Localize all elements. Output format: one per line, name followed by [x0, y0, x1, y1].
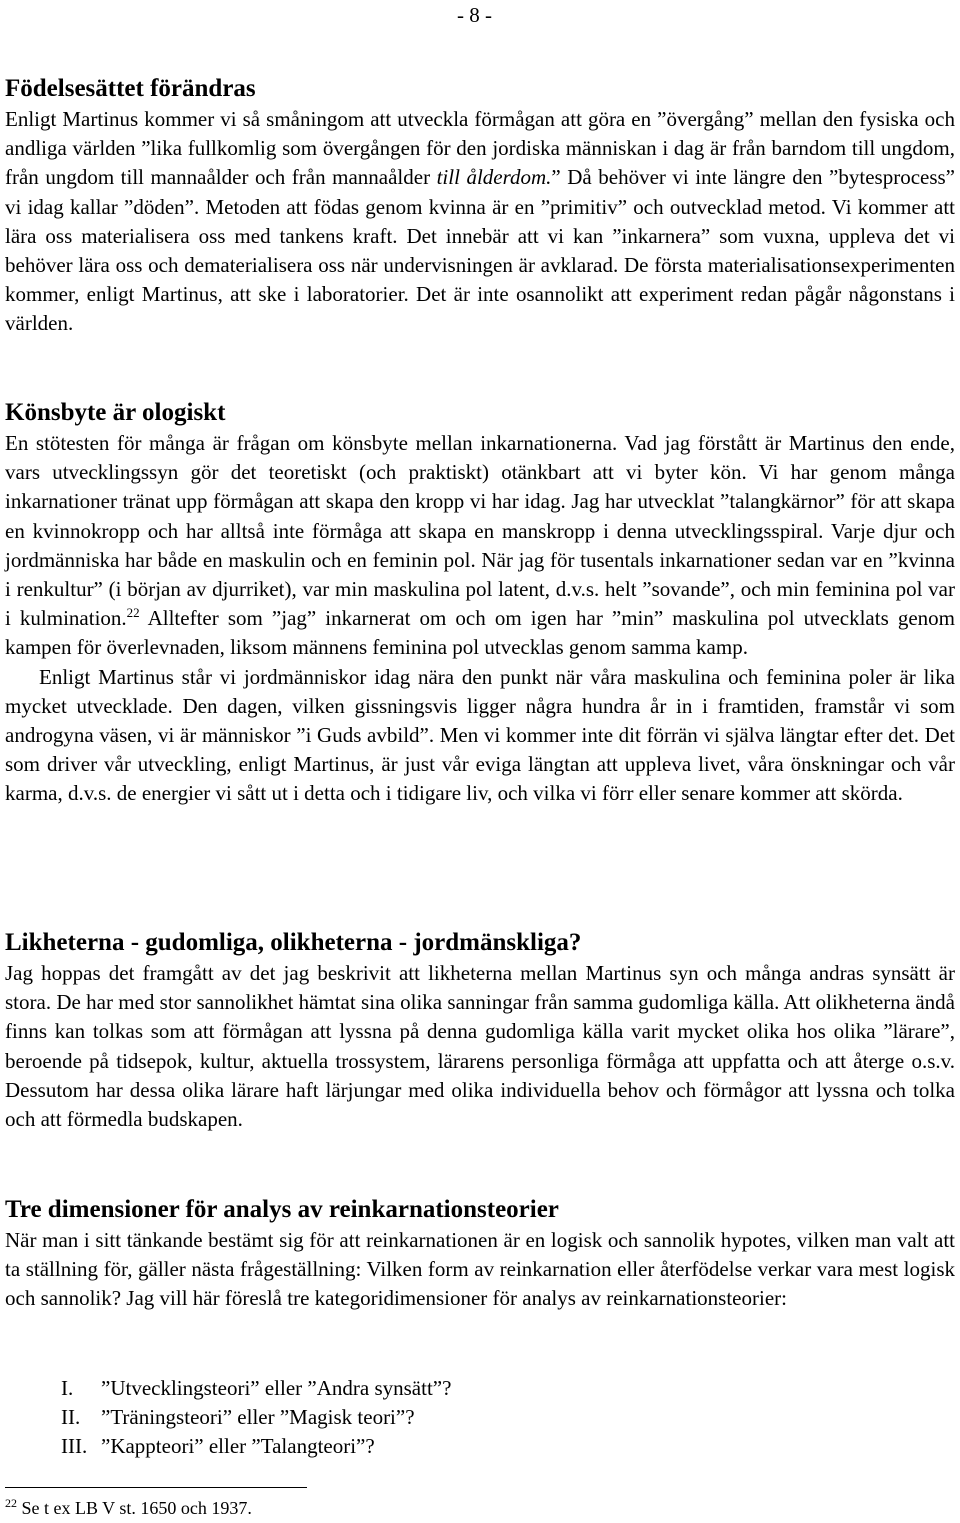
paragraph: Enligt Martinus står vi jordmänniskor idag nära den punkt när våra maskulina och feminina poler är lika mycket utvecklade. Den dagen, vilken gissningsvis ligger några hundra år in i framtiden, framstår vi som androgyna väsen, vi är människor ”i Guds avbild”. Men vi kommer inte dit förrän vi själva längtar efter det. Det som driver vår utveckling, enligt Martinus, är just vår eviga längtan att uppleva livet, våra önskningar och vår karma, d.v.s. de energier vi sått ut i detta och i tidigare liv, och vilka vi förr eller senare kommer att skörda.: [5, 664, 955, 806]
dimension-list: [5, 1374, 451, 1461]
list-number: III.: [61, 1434, 88, 1458]
list-number: II.: [61, 1405, 81, 1429]
list-item: [5, 1374, 451, 1403]
italic-text: till ålderdom.: [436, 165, 552, 190]
page-number: - 8 -: [457, 3, 492, 27]
footnote-divider: [5, 1487, 307, 1488]
section-heading: Likheterna - gudomliga, olikheterna - jordmänskliga?: [5, 929, 582, 956]
paragraph-text: Alltefter som ”jag” inkarnerat om och om igen har ”min” maskulina pol utvecklats genom kampen för överlevnaden, liksom männens feminina pol utvecklas genom samma kamp.: [5, 606, 956, 660]
section-konsbyte: [5, 398, 955, 809]
list-number: I.: [61, 1376, 74, 1400]
paragraph-text: En stötesten för många är frågan om könsbyte mellan inkarnationerna. Vad jag förstått är Martinus den ende, vars utvecklingssyn gör det teoretiskt (och praktiskt) otänkbart att vi byter kön. Vi har genom många inkarnationer tränat upp förmågan att skapa den kropp vi har idag. Jag har utvecklat ”talangkärnor” för att skapa en kvinnokropp och har alltså inte förmåga att skapa en manskropp i denna utvecklingsspiral. Varje djur och jordmänniska har både en maskulin och en feminin pol. När jag för tusentals inkarnationer sedan var en ”kvinna i renkultur” (i början av djurriket), var min maskulina pol latent, d.v.s. helt ”sovande”, och min feminina pol var i kulmination.: [5, 431, 955, 631]
paragraph: [5, 429, 955, 663]
section-heading: Könsbyte är ologiskt: [5, 399, 226, 426]
paragraph: När man i sitt tänkande bestämt sig för att reinkarnationen är en logisk och sannolik hypotes, vilken man valt att ta ställning för, gäller nästa frågeställning: Vilken form av reinkarnation eller återfödelse verkar vara mest logisk och sannolik? Jag vill här föreslå tre kategoridimensioner för analys av reinkarnationsteorier:: [5, 1228, 955, 1311]
section-heading: Födelsesättet förändras: [5, 75, 256, 102]
list-text: ”Kappteori” eller ”Talangteori”?: [101, 1434, 375, 1458]
section-fodelsesattet: [5, 74, 955, 339]
section-tre-dimensioner: [5, 1195, 955, 1314]
list-text: ”Träningsteori” eller ”Magisk teori”?: [101, 1405, 415, 1429]
paragraph: Jag hoppas det framgått av det jag beskrivit att likheterna mellan Martinus syn och många andras synsätt är stora. De har med stor sannolikhet hämtat sina olika sanningar från samma gudomliga källa. Att olikheterna ändå finns kan tolkas som att förmågan att lyssna på denna gudomliga källa varit mycket olika hos olika ”lärare”, beroende på tidsepok, kultur, aktuella trossystem, lärarens personliga förmåga att uppfatta och att återge o.s.v. Dessutom har dessa olika lärare haft lärjungar med olika individuella behov och förmågor att lyssna och tolka och att förmedla budskapen.: [5, 961, 955, 1132]
footnote: [5, 1496, 252, 1520]
footnote-reference[interactable]: 22: [126, 605, 140, 621]
list-item: [5, 1432, 451, 1461]
paragraph-text: Enligt Martinus kommer vi så småningom att utveckla förmågan att göra en ”övergång” mellan den fysiska och andliga världen ”lika fullkomlig som övergången för den jordiska människan i dag är från barndom till ungdom, från ungdom till mannaålder och från mannaålder: [5, 107, 955, 190]
list-text: ”Utvecklingsteori” eller ”Andra synsätt”?: [101, 1376, 452, 1400]
paragraph-text: ” Då behöver vi inte längre den ”bytesprocess” vi idag kallar ”döden”. Metoden att födas genom kvinna är en ”primitiv” och outvecklad metod. Vi kommer att lära oss materialisera oss med tankens kraft. Det innebär att vi kan ”inkarnera” som vuxna, uppleva det vi behöver lära oss och dematerialisera oss när undervisningen är avklarad. De första materialisationsexperimenten kommer, enligt Martinus, att ske i laboratorier. Det är inte osannolikt att experiment redan pågår någonstans i världen.: [5, 165, 956, 336]
footnote-text: Se t ex LB V st. 1650 och 1937.: [17, 1498, 252, 1518]
section-likheterna: [5, 928, 955, 1134]
section-heading: Tre dimensioner för analys av reinkarnationsteorier: [5, 1196, 559, 1223]
list-item: [5, 1403, 451, 1432]
paragraph: [5, 105, 955, 339]
footnote-number: 22: [5, 1496, 17, 1510]
